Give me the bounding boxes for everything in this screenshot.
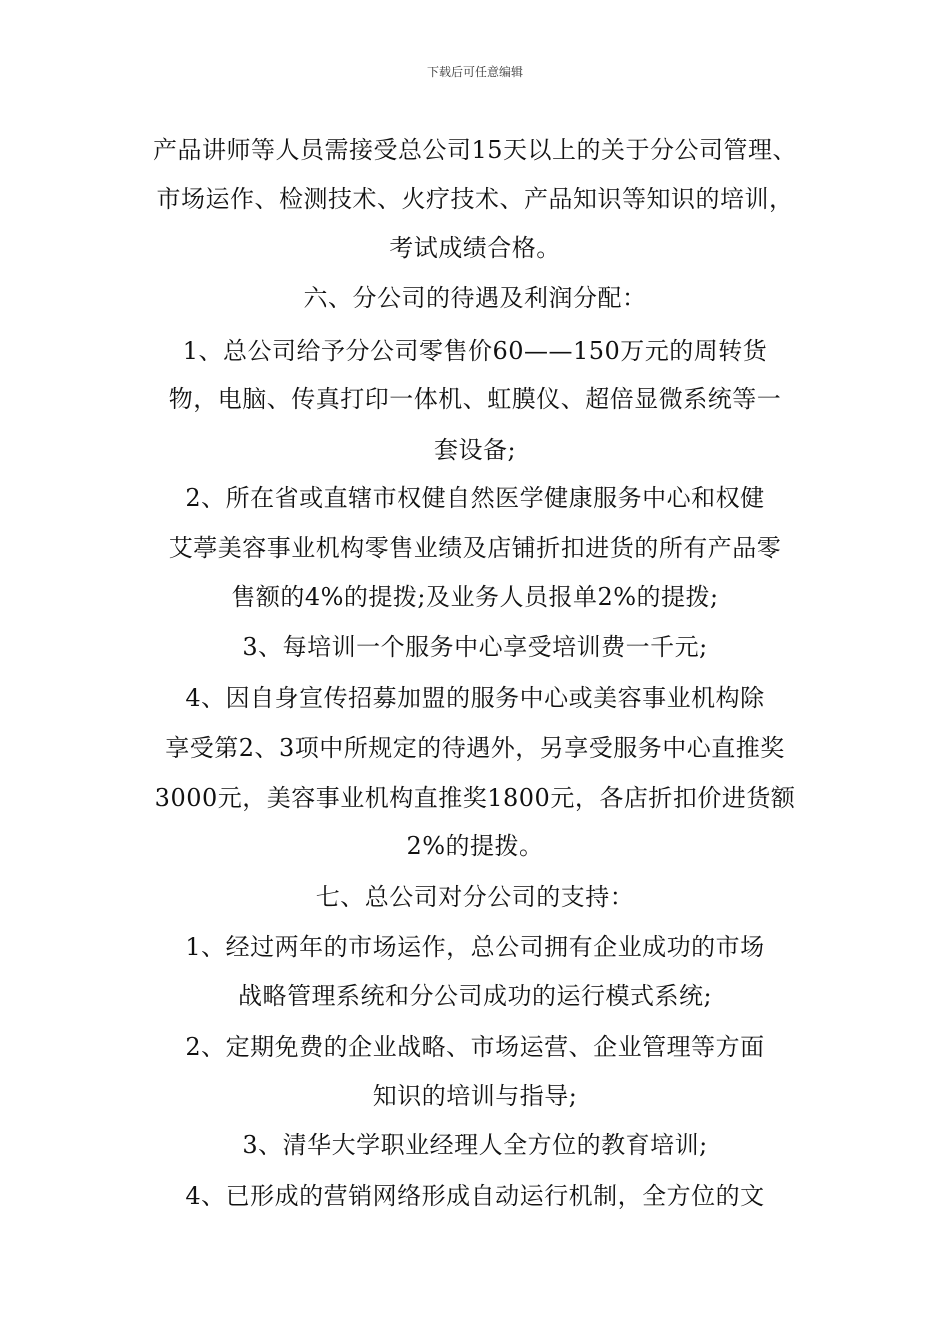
body-line: 战略管理系统和分公司成功的运行模式系统; [237,982,713,1010]
body-line: 知识的培训与指导; [372,1082,578,1110]
body-line: 艾葶美容事业机构零售业绩及店铺折扣进货的所有产品零 [168,534,782,562]
body-line: 3、清华大学职业经理人全方位的教育培训; [242,1131,708,1159]
body-line: 考试成绩合格。 [389,234,561,262]
body-line: 2、定期免费的企业战略、市场运营、企业管理等方面 [185,1033,765,1061]
body-line: 1、经过两年的市场运作，总公司拥有企业成功的市场 [185,933,765,961]
body-line: 2%的提拨。 [406,832,544,860]
body-line: 享受第2、3项中所规定的待遇外，另享受服务中心直推奖 [165,734,785,762]
body-line: 4、因自身宣传招募加盟的服务中心或美容事业机构除 [185,684,765,712]
section-heading: 六、分公司的待遇及利润分配： [303,284,647,312]
body-line: 产品讲师等人员需接受总公司15天以上的关于分公司管理、 [152,136,798,164]
body-line: 3、每培训一个服务中心享受培训费一千元; [242,633,708,661]
body-line: 物，电脑、传真打印一体机、虹膜仪、超倍显微系统等一 [168,385,782,413]
body-line: 4、已形成的营销网络形成自动运行机制，全方位的文 [185,1182,765,1210]
body-line: 2、所在省或直辖市权健自然医学健康服务中心和权健 [185,484,765,512]
body-line: 套设备; [433,436,517,464]
body-line: 市场运作、检测技术、火疗技术、产品知识等知识的培训， [156,185,794,213]
page-header: 下载后可任意编辑 [426,65,523,79]
section-heading: 七、总公司对分公司的支持： [315,883,635,911]
body-line: 1、总公司给予分公司零售价60——150万元的周转货 [182,337,768,365]
body-line: 售额的4%的提拨;及业务人员报单2%的提拨; [231,583,719,611]
body-line: 3000元，美容事业机构直推奖1800元，各店折扣价进货额 [154,784,796,812]
